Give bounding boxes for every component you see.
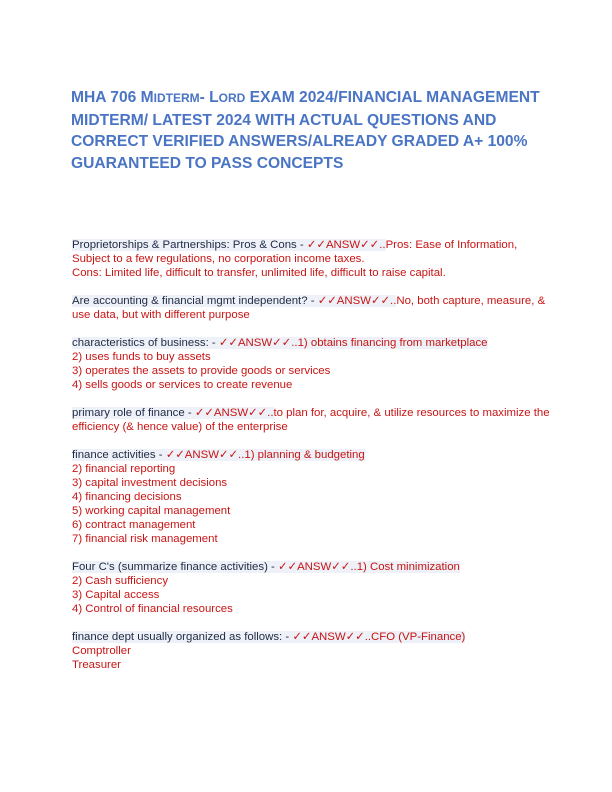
document-title: MHA 706 MIDTERM- LORD EXAM 2024/FINANCIAL MANAGEMENT MIDTERM/ LATEST 2024 WITH ACTUAL QUESTIONS AND CORRECT VERIFIED ANSWERS/ALREADY GRADED A+ 100% GUARANTEED TO PASS CONCEPTS (71, 89, 540, 172)
qa-item: Four C's (summarize finance activities) - ✓✓ANSW✓✓..1) Cost minimization 2) Cash sufficiency 3) Capital access 4) Control of financial resources (72, 560, 552, 616)
qa-item: Are accounting & financial mgmt independent? - ✓✓ANSW✓✓..No, both capture, measure, & use data, but with different purpose (72, 295, 546, 321)
answer-marker: ✓✓ANSW✓✓.. (194, 407, 274, 419)
answer: 1) obtains financing from marketplace (297, 337, 488, 349)
answer-line: Comptroller (72, 645, 131, 657)
qa-list (72, 238, 552, 686)
answer-line: 2) financial reporting (72, 463, 176, 475)
answer-line: 7) financial risk management (72, 533, 218, 545)
question: characteristics of business: (72, 337, 209, 349)
answer-line: 3) operates the assets to provide goods or services (72, 365, 331, 377)
answer-marker: ✓✓ANSW✓✓.. (165, 449, 245, 461)
qa-item: finance activities - ✓✓ANSW✓✓..1) planning & budgeting 2) financial reporting 3) capital investment decisions 4) financing decisions 5) working capital management 6) contract management 7) financial risk management (72, 448, 552, 546)
answer: 1) Cost minimization (356, 561, 460, 573)
answer-line: 5) working capital management (72, 505, 231, 517)
answer-line: 2) Cash sufficiency (72, 575, 169, 587)
question: Proprietorships & Partnerships: Pros & Cons (72, 239, 297, 251)
answer: CFO (VP-Finance) (371, 631, 466, 643)
answer: 1) planning & budgeting (244, 449, 365, 461)
answer-line: 6) contract management (72, 519, 196, 531)
answer-line: 4) Control of financial resources (72, 603, 233, 615)
answer-marker: ✓✓ANSW✓✓.. (278, 561, 357, 573)
answer: No, both capture, measure, & use data, but with different purpose (72, 295, 546, 321)
answer-line: Treasurer (72, 659, 121, 671)
answer-line: 2) uses funds to buy assets (72, 351, 211, 363)
answer-line: 3) capital investment decisions (72, 477, 228, 489)
answer: Pros: Ease of Information, Subject to a few regulations, no corporation income taxes. (72, 239, 518, 265)
answer-line: Cons: Limited life, difficult to transfer, unlimited life, difficult to raise capital. (72, 267, 446, 279)
answer: to plan for, acquire, & utilize resources to maximize the efficiency (& hence value) of the enterprise (72, 407, 550, 433)
question: finance activities (72, 449, 156, 461)
question: finance dept usually organized as follows: (72, 631, 283, 643)
qa-item: finance dept usually organized as follows: - ✓✓ANSW✓✓..CFO (VP-Finance) Comptroller Treasurer (72, 630, 552, 672)
answer-line: 4) sells goods or services to create revenue (72, 379, 293, 391)
answer-marker: ✓✓ANSW✓✓.. (218, 337, 298, 349)
answer-line: 3) Capital access (72, 589, 160, 601)
answer-line: 4) financing decisions (72, 491, 182, 503)
answer-marker: ✓✓ANSW✓✓.. (306, 239, 386, 251)
answer-marker: ✓✓ANSW✓✓.. (292, 631, 372, 643)
question: primary role of finance (72, 407, 185, 419)
qa-item: Proprietorships & Partnerships: Pros & Cons - ✓✓ANSW✓✓..Pros: Ease of Information, Subject to a few regulations, no corporation income taxes. Cons: Limited life, difficult to transfer, unlimited life, difficult to raise capital. (72, 238, 552, 280)
qa-item: primary role of finance - ✓✓ANSW✓✓..to plan for, acquire, & utilize resources to maximize the efficiency (& hence value) of the enterprise (72, 407, 550, 433)
question: Four C's (summarize finance activities) (72, 561, 268, 573)
qa-item: characteristics of business: - ✓✓ANSW✓✓..1) obtains financing from marketplace 2) uses funds to buy assets 3) operates the assets to provide goods or services 4) sells goods or services to create revenue (72, 336, 552, 392)
question: Are accounting & financial mgmt independent? (72, 295, 308, 307)
answer-marker: ✓✓ANSW✓✓.. (317, 295, 397, 307)
